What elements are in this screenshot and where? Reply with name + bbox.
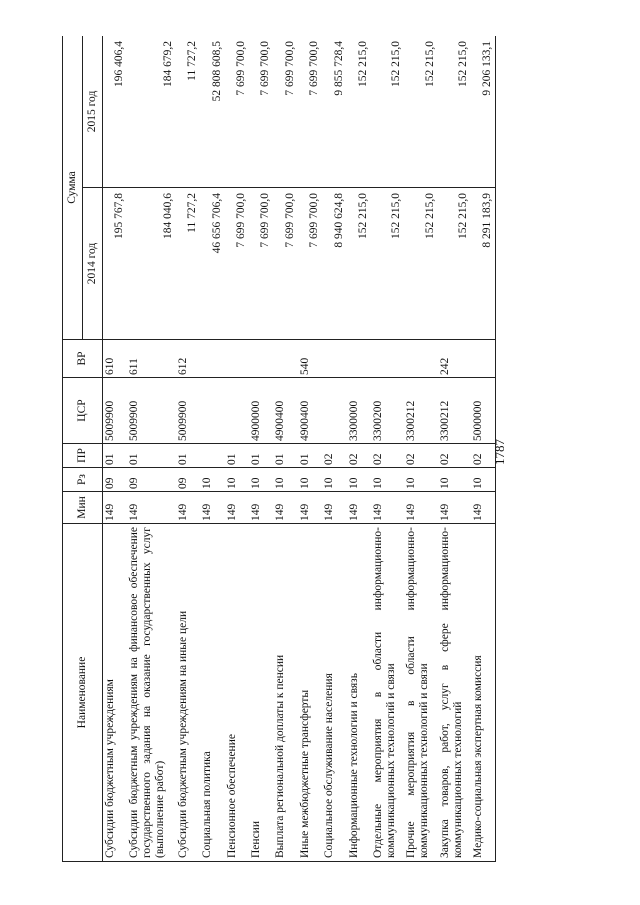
row-name: Отдельные мероприятия в области информационно-коммуникационных технологий и связи: [371, 524, 404, 862]
row-rz: 09: [176, 468, 200, 492]
row-name: Информационные технологии и связь: [347, 524, 371, 862]
row-sum-2014: 184 040,6: [127, 188, 176, 340]
row-pr: 02: [371, 444, 404, 468]
table-row: [200, 36, 224, 862]
row-pr: 01: [176, 444, 200, 468]
row-rz: 10: [322, 468, 346, 492]
row-sum-2014: 8 291 183,9: [471, 188, 495, 340]
row-min: 149: [404, 492, 437, 524]
row-pr: 02: [438, 444, 471, 468]
row-sum-2014: 152 215,0: [404, 188, 437, 340]
row-name: Социальное обслуживание населения: [322, 524, 346, 862]
row-name: Прочие мероприятия в области информационно-коммуникационных технологий и связи: [404, 524, 437, 862]
table-row: [273, 36, 297, 862]
row-vr: [347, 340, 371, 378]
row-sum-2014: 11 727,2: [176, 188, 200, 340]
row-sum-2015: 7 699 700,0: [225, 36, 249, 188]
row-sum-2014: 152 215,0: [371, 188, 404, 340]
row-min: 149: [438, 492, 471, 524]
row-name: Пенсионное обеспечение: [225, 524, 249, 862]
row-sum-2014: 7 699 700,0: [273, 188, 297, 340]
table-row: [322, 36, 346, 862]
row-vr: 612: [176, 340, 200, 378]
row-vr: 611: [127, 340, 176, 378]
row-sum-2015: 9 206 133,1: [471, 36, 495, 188]
header-year-2015: 2015 год: [83, 36, 103, 188]
row-csr: 3300000: [347, 378, 371, 444]
row-name: Закупка товаров, работ, услуг в сфере информационно-коммуникационных технологий: [438, 524, 471, 862]
row-min: 149: [322, 492, 346, 524]
header-rz: Рз: [63, 468, 103, 492]
row-pr: 01: [298, 444, 322, 468]
row-name: Пенсии: [249, 524, 273, 862]
row-min: 149: [471, 492, 495, 524]
row-rz: 10: [249, 468, 273, 492]
row-sum-2015: 196 406,4: [103, 36, 127, 188]
row-min: 149: [249, 492, 273, 524]
row-pr: 02: [404, 444, 437, 468]
row-rz: 10: [347, 468, 371, 492]
row-name: Субсидии бюджетным учреждениям на иные цели: [176, 524, 200, 862]
table-row: [298, 36, 322, 862]
row-sum-2015: 7 699 700,0: [273, 36, 297, 188]
row-csr: [225, 378, 249, 444]
row-csr: [200, 378, 224, 444]
row-rz: 10: [404, 468, 437, 492]
table-row: [471, 36, 495, 862]
table-row: [127, 36, 176, 862]
row-min: 149: [127, 492, 176, 524]
row-csr: 3300212: [438, 378, 471, 444]
row-sum-2015: 7 699 700,0: [249, 36, 273, 188]
row-rz: 09: [127, 468, 176, 492]
table-row: [103, 36, 127, 862]
row-vr: 540: [298, 340, 322, 378]
row-rz: 10: [298, 468, 322, 492]
row-vr: [249, 340, 273, 378]
row-csr: 3300212: [404, 378, 437, 444]
row-sum-2014: 7 699 700,0: [225, 188, 249, 340]
row-csr: 4900000: [249, 378, 273, 444]
row-csr: [322, 378, 346, 444]
row-pr: 01: [103, 444, 127, 468]
row-min: 149: [176, 492, 200, 524]
row-sum-2015: 184 679,2: [127, 36, 176, 188]
table-row: [249, 36, 273, 862]
row-min: 149: [225, 492, 249, 524]
row-vr: [273, 340, 297, 378]
table-row: [225, 36, 249, 862]
row-vr: 242: [438, 340, 471, 378]
row-csr: 5000000: [471, 378, 495, 444]
row-sum-2014: 195 767,8: [103, 188, 127, 340]
budget-table: [62, 36, 496, 862]
row-min: 149: [298, 492, 322, 524]
row-rz: 10: [273, 468, 297, 492]
row-sum-2014: 152 215,0: [347, 188, 371, 340]
row-rz: 10: [471, 468, 495, 492]
row-min: 149: [371, 492, 404, 524]
row-csr: 4900400: [298, 378, 322, 444]
header-sum: Сумма: [63, 36, 83, 340]
row-sum-2014: 46 656 706,4: [200, 188, 224, 340]
row-vr: [322, 340, 346, 378]
rotated-table-container: [62, 36, 496, 862]
row-min: 149: [200, 492, 224, 524]
row-rz: 10: [371, 468, 404, 492]
table-row: [176, 36, 200, 862]
row-name: Выплата региональной доплаты к пенсии: [273, 524, 297, 862]
row-name: Социальная политика: [200, 524, 224, 862]
row-pr: 01: [225, 444, 249, 468]
row-sum-2015: 152 215,0: [347, 36, 371, 188]
row-rz: 10: [200, 468, 224, 492]
row-csr: 5009900: [103, 378, 127, 444]
row-name: Иные межбюджетные трансферты: [298, 524, 322, 862]
row-sum-2015: 52 808 608,5: [200, 36, 224, 188]
row-pr: 02: [322, 444, 346, 468]
row-pr: 02: [471, 444, 495, 468]
row-vr: 610: [103, 340, 127, 378]
row-pr: 02: [347, 444, 371, 468]
row-rz: 10: [438, 468, 471, 492]
row-pr: 01: [249, 444, 273, 468]
row-csr: 5009900: [176, 378, 200, 444]
row-vr: [200, 340, 224, 378]
row-sum-2015: 9 855 728,4: [322, 36, 346, 188]
row-name: Субсидии бюджетным учреждениям на финансовое обеспечение государственного задания на оказание государственных услуг (выполнение работ): [127, 524, 176, 862]
header-csr: ЦСР: [63, 378, 103, 444]
row-rz: 09: [103, 468, 127, 492]
header-min: Мин: [63, 492, 103, 524]
row-sum-2015: 7 699 700,0: [298, 36, 322, 188]
table-row: [404, 36, 437, 862]
row-min: 149: [273, 492, 297, 524]
row-rz: 10: [225, 468, 249, 492]
row-vr: [404, 340, 437, 378]
table-body: [103, 36, 496, 862]
row-vr: [371, 340, 404, 378]
row-sum-2015: 152 215,0: [404, 36, 437, 188]
header-name: Наименование: [63, 524, 103, 862]
row-csr: 5009900: [127, 378, 176, 444]
row-sum-2014: 7 699 700,0: [249, 188, 273, 340]
row-name: Субсидии бюджетным учреждениям: [103, 524, 127, 862]
header-pr: ПР: [63, 444, 103, 468]
page-number: 1787: [492, 439, 507, 465]
row-sum-2014: 152 215,0: [438, 188, 471, 340]
row-vr: [471, 340, 495, 378]
table-row: [347, 36, 371, 862]
row-vr: [225, 340, 249, 378]
row-csr: 4900400: [273, 378, 297, 444]
table-row: [438, 36, 471, 862]
row-min: 149: [347, 492, 371, 524]
header-year-2014: 2014 год: [83, 188, 103, 340]
row-pr: 01: [273, 444, 297, 468]
row-pr: [200, 444, 224, 468]
row-sum-2015: 152 215,0: [371, 36, 404, 188]
row-sum-2014: 7 699 700,0: [298, 188, 322, 340]
table-row: [371, 36, 404, 862]
row-pr: 01: [127, 444, 176, 468]
row-sum-2014: 8 940 624,8: [322, 188, 346, 340]
row-csr: 3300200: [371, 378, 404, 444]
row-min: 149: [103, 492, 127, 524]
row-sum-2015: 152 215,0: [438, 36, 471, 188]
row-name: Медико-социальная экспертная комиссия: [471, 524, 495, 862]
row-sum-2015: 11 727,2: [176, 36, 200, 188]
header-vr: ВР: [63, 340, 103, 378]
